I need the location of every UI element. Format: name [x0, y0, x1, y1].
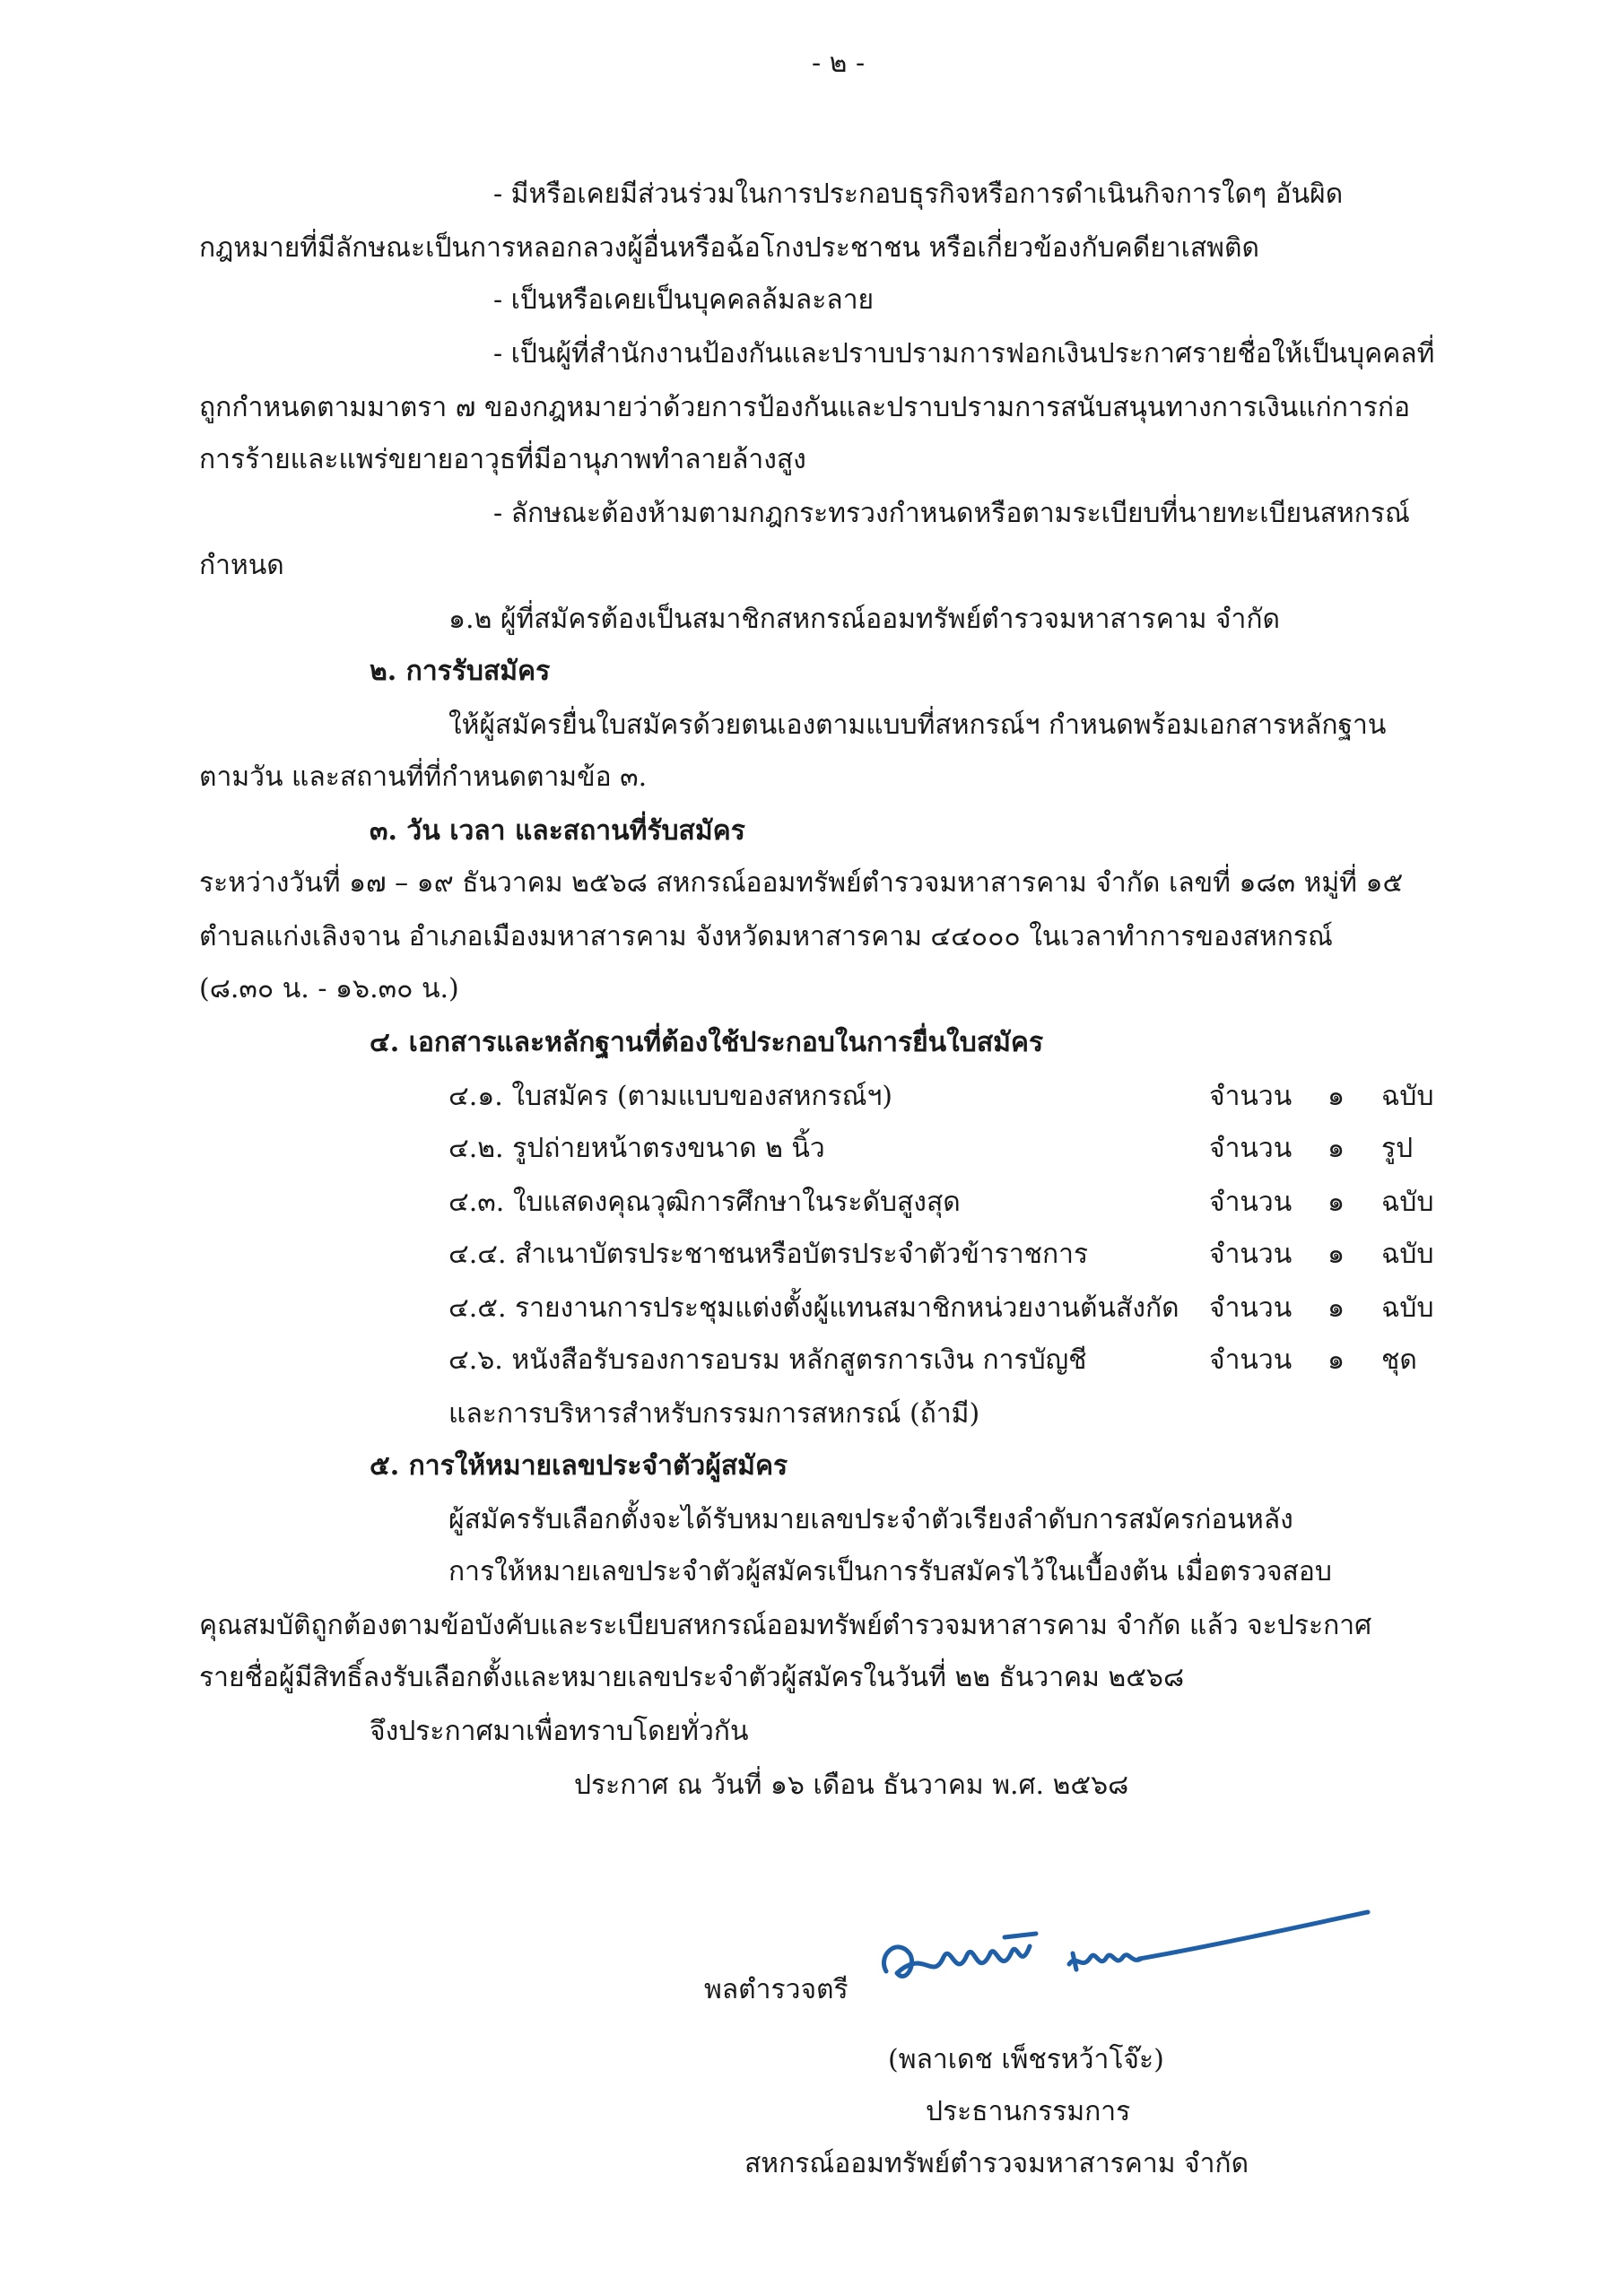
list-item-qty: ๑ — [1327, 1344, 1345, 1376]
list-item-unit: รูป — [1381, 1133, 1414, 1164]
section-3-line-3: (๘.๓๐ น. - ๑๖.๓๐ น.) — [199, 973, 459, 1004]
list-item-qty: ๑ — [1327, 1292, 1345, 1324]
closing-announcement: จึงประกาศมาเพื่อทราบโดยทั่วกัน — [370, 1716, 749, 1747]
list-item-text: ๔.๓. ใบแสดงคุณวุฒิการศึกษาในระดับสูงสุด — [448, 1187, 961, 1218]
bullet-4-line-1: - ลักษณะต้องห้ามตามกฎกระทรวงกำหนดหรือตามระเบียบที่นายทะเบียนสหกรณ์ — [493, 498, 1410, 529]
list-item-qty-label: จำนวน — [1209, 1187, 1293, 1218]
bullet-4-line-2: กำหนด — [199, 550, 284, 581]
list-item-qty: ๑ — [1327, 1187, 1345, 1218]
page-number: - ๒ - — [812, 48, 866, 79]
list-item-text: ๔.๔. สำเนาบัตรประชาชนหรือบัตรประจำตัวข้าราชการ — [448, 1239, 1089, 1270]
handwritten-signature — [870, 1901, 1372, 2018]
list-item-qty-label: จำนวน — [1209, 1133, 1293, 1164]
list-item-qty-label: จำนวน — [1209, 1292, 1293, 1324]
section-3-line-2: ตำบลแก่งเลิงจาน อำเภอเมืองมหาสารคาม จังหวัดมหาสารคาม ๔๔๐๐๐ ในเวลาทำการของสหกรณ์ — [199, 921, 1333, 952]
list-item-text: ๔.๖. หนังสือรับรองการอบรม หลักสูตรการเงิน การบัญชี — [448, 1344, 1087, 1376]
announcement-date: ประกาศ ณ วันที่ ๑๖ เดือน ธันวาคม พ.ศ. ๒๕๖๘ — [574, 1770, 1129, 1801]
section-5-line-1: ผู้สมัครรับเลือกตั้งจะได้รับหมายเลขประจำตัวเรียงลำดับการสมัครก่อนหลัง — [448, 1504, 1293, 1535]
list-item-unit: ชุด — [1381, 1344, 1417, 1376]
section-2-line-2: ตามวัน และสถานที่ที่กำหนดตามข้อ ๓. — [199, 761, 648, 793]
list-item-text: ๔.๑. ใบสมัคร (ตามแบบของสหกรณ์ฯ) — [448, 1081, 892, 1112]
section-2-line-1: ให้ผู้สมัครยื่นใบสมัครด้วยตนเองตามแบบที่สหกรณ์ฯ กำหนดพร้อมเอกสารหลักฐาน — [448, 709, 1387, 741]
list-item-qty: ๑ — [1327, 1133, 1345, 1164]
section-3-heading: ๓. วัน เวลา และสถานที่รับสมัคร — [370, 815, 745, 847]
list-item-unit: ฉบับ — [1381, 1081, 1434, 1112]
signatory-organization: สหกรณ์ออมทรัพย์ตำรวจมหาสารคาม จำกัด — [744, 2148, 1249, 2179]
list-item-qty: ๑ — [1327, 1239, 1345, 1270]
list-item-text: ๔.๕. รายงานการประชุมแต่งตั้งผู้แทนสมาชิกหน่วยงานต้นสังกัด — [448, 1292, 1179, 1324]
list-item-qty-label: จำนวน — [1209, 1081, 1293, 1112]
list-item-unit: ฉบับ — [1381, 1239, 1434, 1270]
section-5-heading: ๕. การให้หมายเลขประจำตัวผู้สมัคร — [370, 1450, 788, 1482]
section-2-heading: ๒. การรับสมัคร — [370, 656, 551, 687]
bullet-3-line-3: การร้ายและแพร่ขยายอาวุธที่มีอานุภาพทำลายล้างสูง — [199, 444, 806, 475]
signatory-position: ประธานกรรมการ — [926, 2096, 1131, 2127]
list-item-text: ๔.๒. รูปถ่ายหน้าตรงขนาด ๒ นิ้ว — [448, 1133, 825, 1164]
section-3-line-1: ระหว่างวันที่ ๑๗ – ๑๙ ธันวาคม ๒๕๖๘ สหกรณ์ออมทรัพย์ตำรวจมหาสารคาม จำกัด เลขที่ ๑๘๓ หมู่ที่ ๑๕ — [199, 867, 1404, 899]
bullet-3-line-2: ถูกกำหนดตามมาตรา ๗ ของกฎหมายว่าด้วยการป้องกันและปราบปรามการสนับสนุนทางการเงินแก่การก่อ — [199, 392, 1411, 423]
bullet-1-line-1: - มีหรือเคยมีส่วนร่วมในการประกอบธุรกิจหรือการดำเนินกิจการใดๆ อันผิด — [493, 178, 1344, 210]
list-item-qty: ๑ — [1327, 1081, 1345, 1112]
list-item-6-continuation: และการบริหารสำหรับกรรมการสหกรณ์ (ถ้ามี) — [448, 1398, 980, 1430]
list-item-unit: ฉบับ — [1381, 1292, 1434, 1324]
bullet-2: - เป็นหรือเคยเป็นบุคคลล้มละลาย — [493, 284, 875, 316]
bullet-3-line-1: - เป็นผู้ที่สำนักงานป้องกันและปราบปรามการฟอกเงินประกาศรายชื่อให้เป็นบุคคลที่ — [493, 338, 1435, 370]
bullet-1-line-2: กฎหมายที่มีลักษณะเป็นการหลอกลวงผู้อื่นหรือฉ้อโกงประชาชน หรือเกี่ยวข้องกับคดียาเสพติด — [199, 232, 1259, 264]
signatory-rank: พลตำรวจตรี — [704, 1974, 849, 2005]
item-1-2: ๑.๒ ผู้ที่สมัครต้องเป็นสมาชิกสหกรณ์ออมทรัพย์ตำรวจมหาสารคาม จำกัด — [448, 604, 1280, 635]
section-5-line-3: คุณสมบัติถูกต้องตามข้อบังคับและระเบียบสหกรณ์ออมทรัพย์ตำรวจมหาสารคาม จำกัด แล้ว จะประกาศ — [199, 1610, 1372, 1641]
section-5-line-2: การให้หมายเลขประจำตัวผู้สมัครเป็นการรับสมัครไว้ในเบื้องต้น เมื่อตรวจสอบ — [448, 1556, 1332, 1587]
section-5-line-4: รายชื่อผู้มีสิทธิ์ลงรับเลือกตั้งและหมายเลขประจำตัวผู้สมัครในวันที่ ๒๒ ธันวาคม ๒๕๖๘ — [199, 1662, 1185, 1693]
list-item-qty-label: จำนวน — [1209, 1239, 1293, 1270]
signatory-name: (พลาเดช เพ็ชรหว้าโจ๊ะ) — [888, 2044, 1164, 2075]
list-item-unit: ฉบับ — [1381, 1187, 1434, 1218]
list-item-qty-label: จำนวน — [1209, 1344, 1293, 1376]
section-4-heading: ๔. เอกสารและหลักฐานที่ต้องใช้ประกอบในการยื่นใบสมัคร — [370, 1027, 1044, 1058]
